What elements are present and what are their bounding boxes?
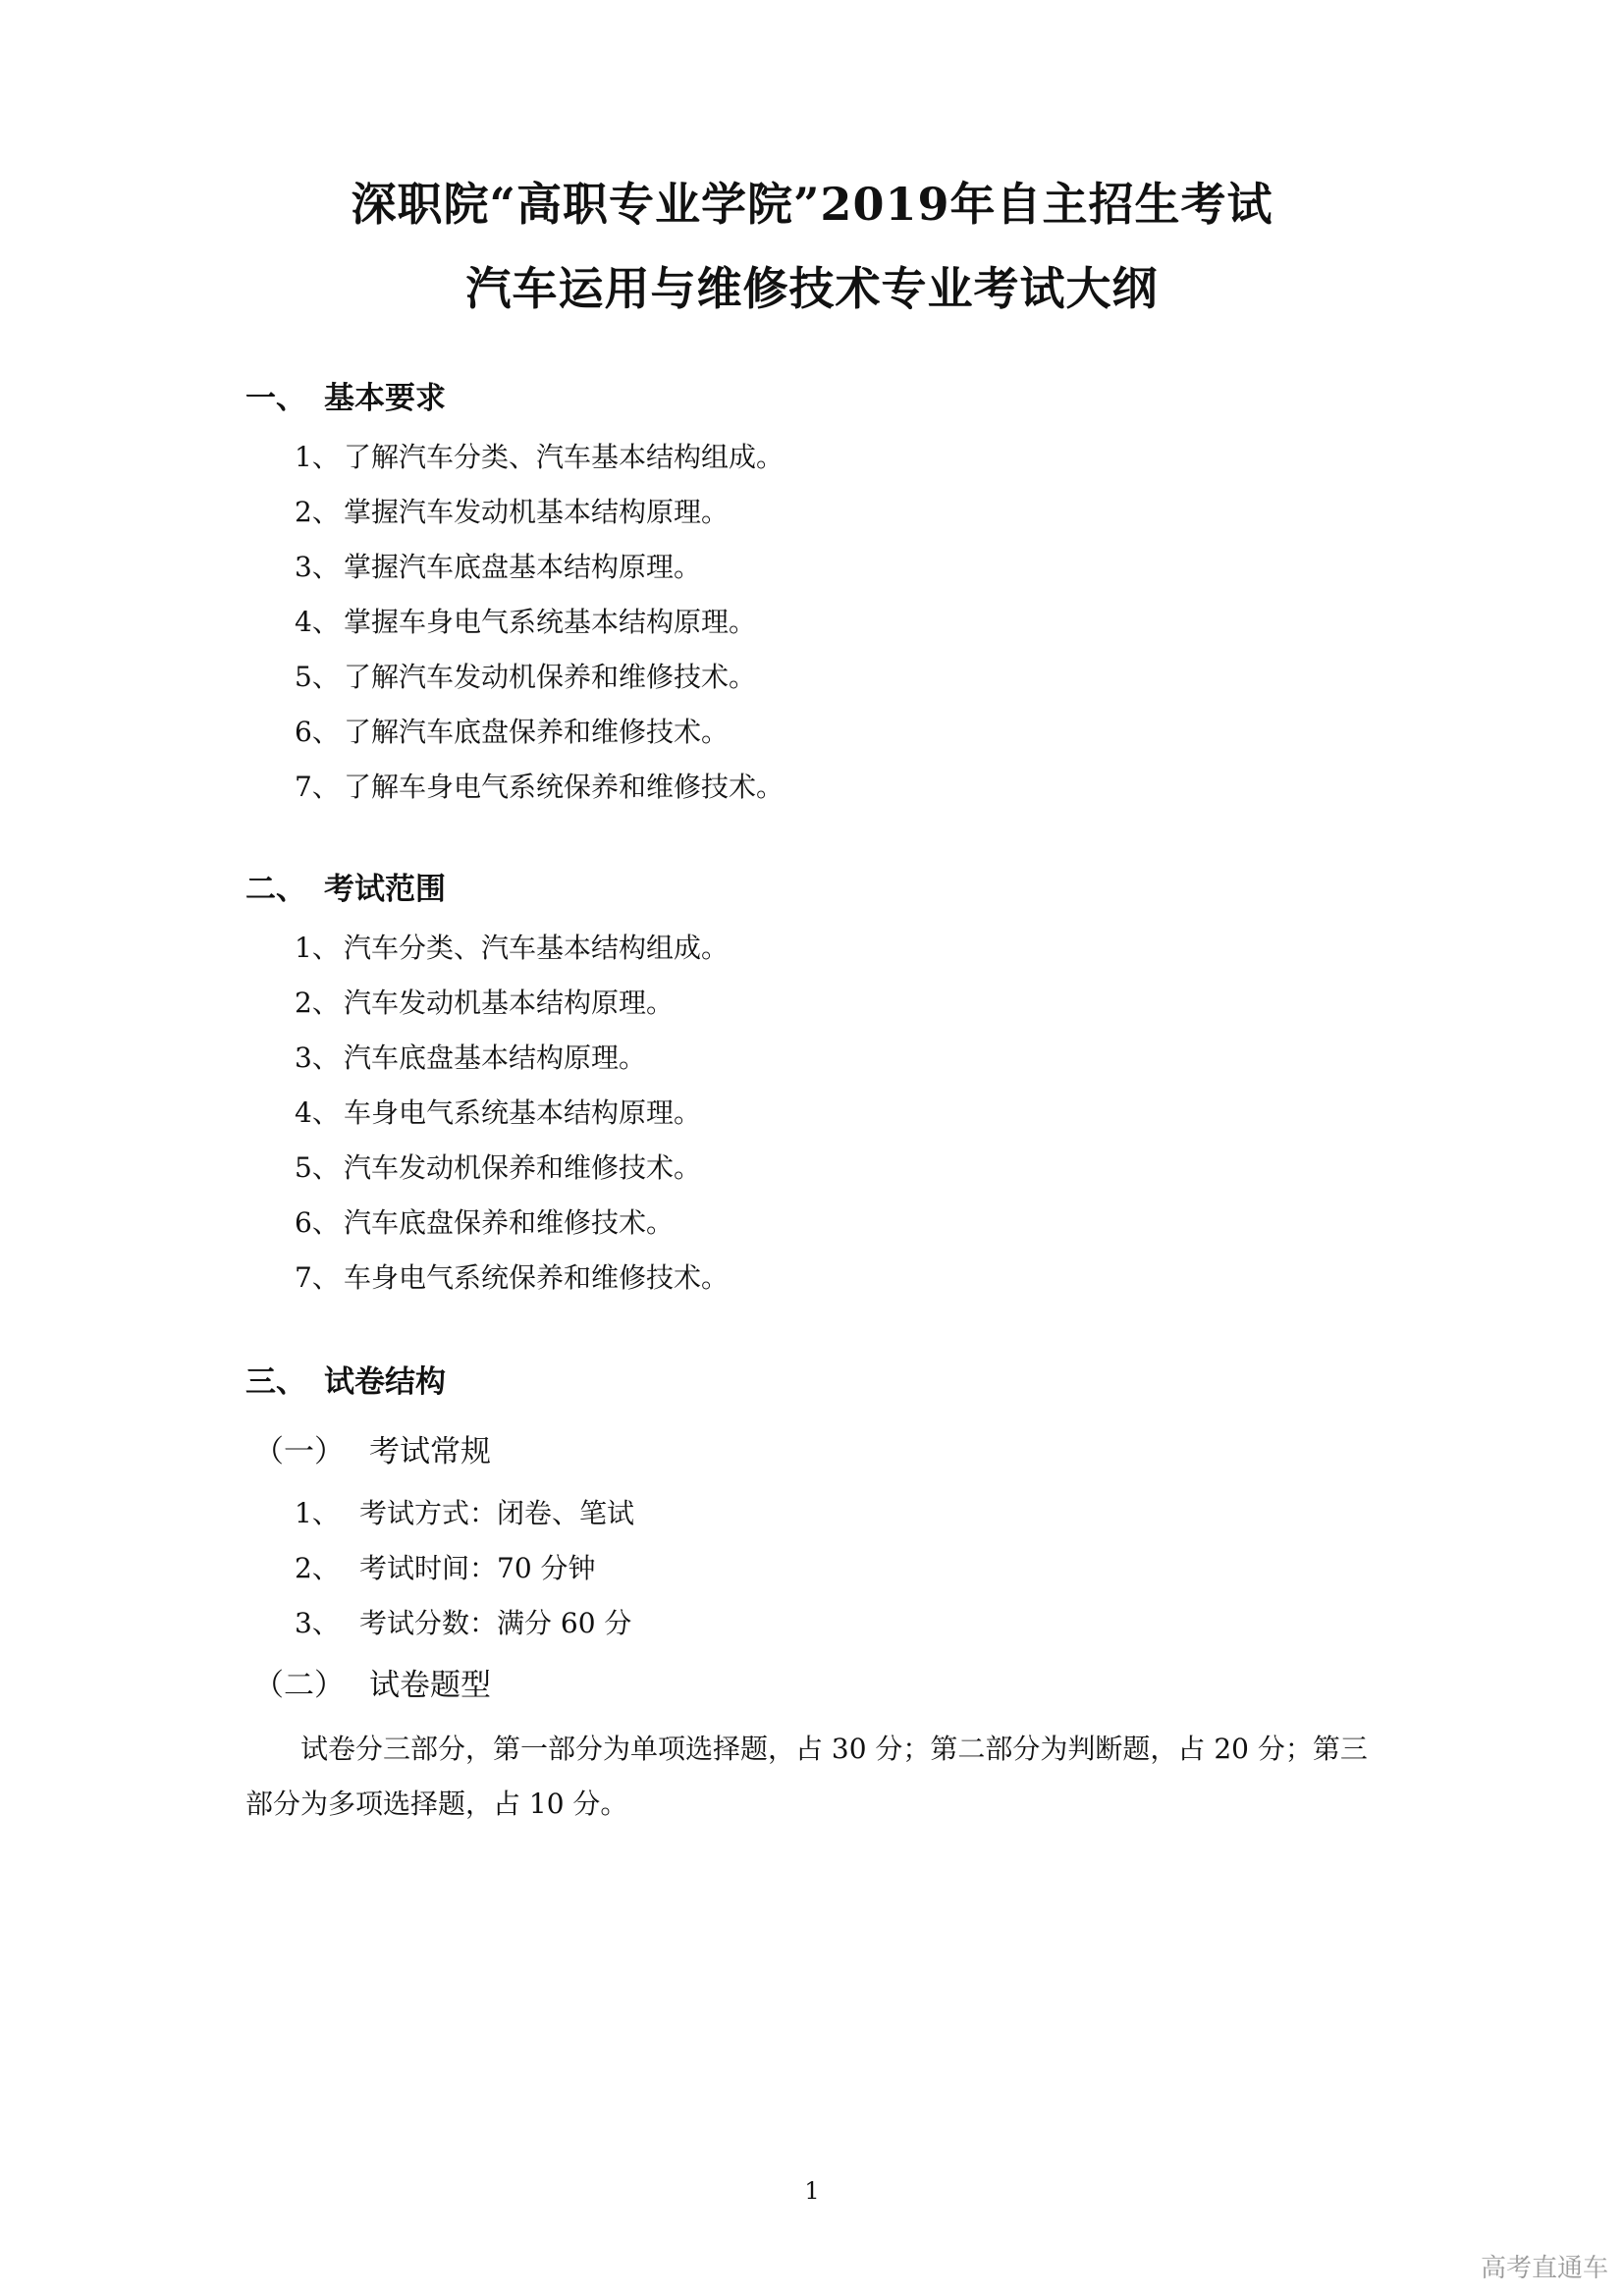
- list-item: [245, 595, 1424, 650]
- item-index: 2、: [295, 496, 340, 528]
- item-text: 了解车身电气系统保养和维修技术。: [344, 771, 785, 803]
- subsection-heading: [253, 1661, 1424, 1710]
- page-number: 1: [804, 2177, 820, 2205]
- section-number: 一、: [245, 381, 306, 416]
- item-text: 了解汽车分类、汽车基本结构组成。: [344, 441, 785, 473]
- list-item: [245, 1196, 1424, 1251]
- item-index: 1、: [295, 441, 340, 473]
- list-item: [245, 1541, 1424, 1596]
- section-number: 二、: [245, 872, 306, 907]
- watermark: 高考直通车: [1480, 2254, 1608, 2283]
- item-text: 汽车发动机基本结构原理。: [344, 987, 675, 1019]
- subsection-number: （一）: [253, 1434, 345, 1469]
- requirements-list: [245, 430, 1424, 815]
- item-index: 2、: [295, 987, 340, 1019]
- item-text: 了解汽车发动机保养和维修技术。: [344, 661, 757, 693]
- item-text: 车身电气系统基本结构原理。: [344, 1096, 702, 1129]
- item-text: 汽车分类、汽车基本结构组成。: [344, 932, 730, 964]
- list-item: [245, 1251, 1424, 1306]
- item-index: 5、: [295, 661, 340, 693]
- item-index: 3、: [295, 1041, 340, 1074]
- item-text: 考试分数：满分 60 分: [359, 1607, 632, 1639]
- section-heading: [245, 1361, 1424, 1404]
- item-index: 1、: [295, 932, 340, 964]
- section-title: 基本要求: [324, 381, 446, 416]
- section-title: 试卷结构: [324, 1364, 446, 1400]
- item-index: 7、: [295, 771, 340, 803]
- exam-rules-list: [245, 1486, 1424, 1651]
- item-text: 掌握车身电气系统基本结构原理。: [344, 606, 757, 638]
- item-text: 考试方式：闭卷、笔试: [359, 1497, 635, 1529]
- item-text: 考试时间：70 分钟: [359, 1552, 596, 1584]
- list-item: [245, 705, 1424, 760]
- question-types-paragraph: 试卷分三部分，第一部分为单项选择题，占 30 分；第二部分为判断题，占 20 分；第三部分为多项选择题，占 10 分。: [245, 1733, 1368, 1820]
- list-item: [245, 1031, 1424, 1086]
- list-item: [245, 976, 1424, 1031]
- subsection-heading: [253, 1427, 1424, 1476]
- item-text: 掌握汽车底盘基本结构原理。: [344, 551, 702, 583]
- section-basic-requirements: [245, 377, 1424, 815]
- item-text: 汽车底盘保养和维修技术。: [344, 1206, 675, 1239]
- section-title: 考试范围: [324, 872, 446, 907]
- item-index: 3、: [295, 551, 340, 583]
- subsection-title: 考试常规: [369, 1434, 491, 1469]
- list-item: [245, 1596, 1424, 1651]
- scope-list: [245, 921, 1424, 1306]
- list-item: [245, 760, 1424, 815]
- item-index: 1、: [295, 1497, 340, 1529]
- item-index: 6、: [295, 716, 340, 748]
- document-title: 深职院“高职专业学院”2019年自主招生考试: [351, 178, 1273, 231]
- section-exam-scope: [245, 868, 1424, 1306]
- document-subtitle: 汽车运用与维修技术专业考试大纲: [465, 262, 1159, 315]
- list-item: [245, 1086, 1424, 1141]
- item-index: 5、: [295, 1151, 340, 1184]
- list-item: [245, 1486, 1424, 1541]
- item-index: 3、: [295, 1607, 340, 1639]
- list-item: [245, 430, 1424, 485]
- item-index: 4、: [295, 1096, 340, 1129]
- item-text: 汽车底盘基本结构原理。: [344, 1041, 647, 1074]
- subsection-number: （二）: [253, 1668, 345, 1703]
- section-number: 三、: [245, 1364, 306, 1400]
- list-item: [245, 485, 1424, 540]
- subsection-title: 试卷题型: [369, 1668, 491, 1703]
- item-index: 6、: [295, 1206, 340, 1239]
- section-heading: [245, 868, 1424, 911]
- list-item: [245, 540, 1424, 595]
- list-item: [245, 650, 1424, 705]
- section-paper-structure: [245, 1361, 1424, 1832]
- item-index: 4、: [295, 606, 340, 638]
- item-text: 车身电气系统保养和维修技术。: [344, 1261, 730, 1294]
- list-item: [245, 1141, 1424, 1196]
- item-index: 7、: [295, 1261, 340, 1294]
- item-text: 了解汽车底盘保养和维修技术。: [344, 716, 730, 748]
- section-heading: [245, 377, 1424, 420]
- list-item: [245, 921, 1424, 976]
- item-text: 汽车发动机保养和维修技术。: [344, 1151, 702, 1184]
- item-index: 2、: [295, 1552, 340, 1584]
- item-text: 掌握汽车发动机基本结构原理。: [344, 496, 730, 528]
